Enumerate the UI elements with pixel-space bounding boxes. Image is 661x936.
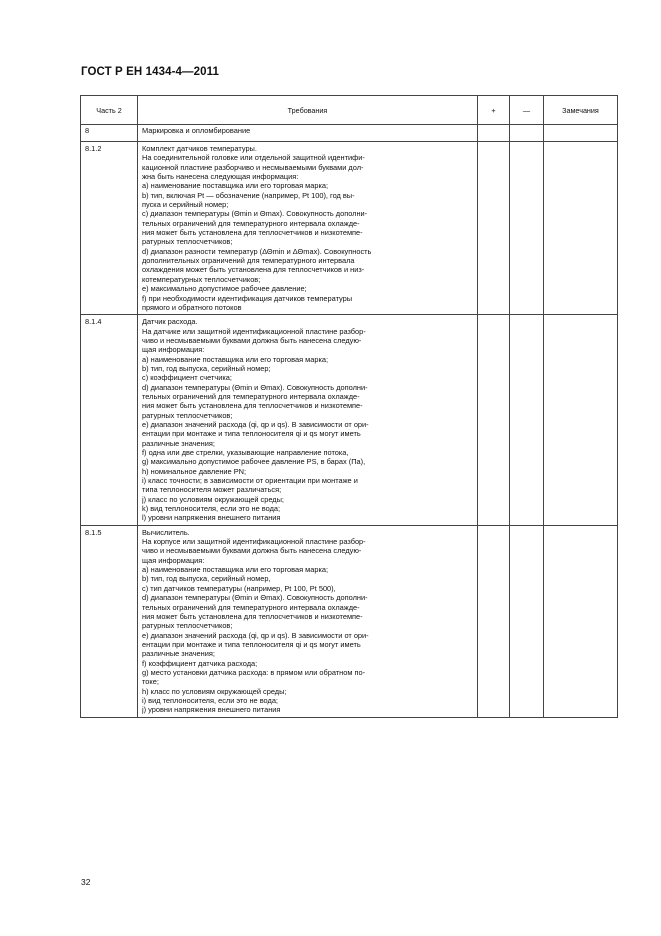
column-header-remarks: Замечания: [544, 96, 618, 125]
requirement-text-line: тельных ограничений для температурного интервала охлажде-: [142, 391, 360, 401]
requirement-text-line: b) тип, год выпуска, серийный номер,: [142, 574, 271, 584]
requirement-text-line: прямого и обратного потоков: [142, 302, 242, 312]
requirement-text-line: f) одна или две стрелки, указывающие направление потока,: [142, 448, 349, 457]
requirement-text-line: d) диапазон температуры (Θmin и Θmax). Совокупность дополни-: [142, 593, 368, 603]
requirement-text-line: дополнительных ограничений для температурного интервала: [142, 256, 355, 266]
requirement-text-line: На датчике или защитной идентификационной пластине разбор-: [142, 326, 366, 336]
table-row: [81, 142, 618, 315]
requirement-cell: [138, 125, 478, 142]
requirement-text-line: ентации при монтаже и типа теплоносителя qi и qs могут иметь: [142, 429, 361, 439]
page-number: 32: [81, 877, 91, 887]
requirement-text-line: щая информация:: [142, 555, 205, 565]
requirement-text-line: i) вид теплоносителя, если это не вода;: [142, 695, 278, 705]
requirement-text-line: h) класс по условиям окружающей среды;: [142, 686, 287, 696]
requirement-text-line: c) коэффициент счетчика;: [142, 373, 232, 383]
requirement-text-line: a) наименование поставщика или его торговая марка;: [142, 565, 329, 575]
table-body: [81, 125, 618, 718]
table-row: [81, 315, 618, 526]
requirement-text-line: d) диапазон температуры (Θmin и Θmax). Совокупность дополни-: [142, 382, 368, 392]
requirement-text-line: На корпусе или защитной идентификационной пластине разбор-: [142, 537, 366, 547]
requirement-cell: [138, 315, 478, 526]
clause-number-cell: 8.1.2: [81, 142, 138, 315]
requirement-cell: [138, 525, 478, 717]
requirement-cell: [138, 142, 478, 315]
column-header-part: Часть 2: [81, 96, 138, 125]
requirement-text-line: тельных ограничений для температурного интервала охлажде-: [142, 218, 360, 228]
remarks-cell: [544, 525, 618, 717]
requirement-text-line: e) диапазон значений расхода (qi, qp и qs). В зависимости от ори-: [142, 419, 369, 429]
requirement-text-line: h) номинальное давление PN;: [142, 466, 247, 476]
table-header-row: [81, 96, 618, 125]
remarks-cell: [544, 142, 618, 315]
document-title: ГОСТ Р ЕН 1434-4—2011: [81, 66, 219, 78]
requirement-text-line: e) диапазон значений расхода (qi, qp и qs). В зависимости от ори-: [142, 630, 369, 640]
minus-cell: [510, 525, 544, 717]
clause-number-cell: 8.1.4: [81, 315, 138, 526]
requirement-text-line: g) максимально допустимое рабочее давление PS, в барах (Па),: [142, 457, 366, 467]
requirement-text-line: k) вид теплоносителя, если это не вода;: [142, 504, 281, 514]
requirement-text-line: c) диапазон температуры (Θmin и Θmax). Совокупность дополни-: [142, 209, 368, 219]
minus-cell: [510, 142, 544, 315]
plus-cell: [478, 125, 510, 142]
requirement-text-line: c) тип датчиков температуры (например, Pt 100, Pt 500),: [142, 583, 336, 593]
requirement-text-line: l) уровни напряжения внешнего питания: [142, 513, 281, 523]
requirement-text-line: j) уровни напряжения внешнего питания: [142, 705, 281, 715]
requirement-text-line: типа теплоносителя может различаться;: [142, 485, 282, 495]
requirement-text-line: a) наименование поставщика или его торговая марка;: [142, 354, 329, 364]
requirement-text-line: токе;: [142, 677, 159, 687]
column-header-requirements: Требования: [138, 96, 478, 125]
column-header-plus: +: [478, 96, 510, 125]
requirement-text-line: ния может быть установлена для теплосчетчиков и низкотемпе-: [142, 228, 363, 238]
requirement-text-line: ния может быть установлена для теплосчетчиков и низкотемпе-: [142, 611, 363, 621]
requirement-text-line: охлаждения может быть установлена для теплосчетчиков и низ-: [142, 265, 365, 275]
requirement-text-line: различные значения;: [142, 438, 215, 448]
requirement-text-line: ратурных теплосчетчиков;: [142, 621, 233, 631]
remarks-cell: [544, 315, 618, 526]
requirement-text-line: i) класс точности; в зависимости от ориентации при монтаже и: [142, 476, 358, 486]
requirements-table: [80, 95, 618, 718]
requirement-text-line: ния может быть установлена для теплосчетчиков и низкотемпе-: [142, 401, 363, 411]
requirement-text-line: f) коэффициент датчика расхода;: [142, 658, 258, 668]
requirement-text-line: чиво и несмываемыми буквами должна быть нанесена следую-: [142, 546, 362, 556]
table-row: [81, 525, 618, 717]
requirement-text-line: ратурных теплосчетчиков;: [142, 237, 233, 247]
requirement-text-line: чиво и несмываемыми буквами должна быть нанесена следую-: [142, 335, 362, 345]
plus-cell: [478, 315, 510, 526]
requirement-text-line: Комплект датчиков температуры.: [142, 144, 257, 153]
requirement-text-line: тельных ограничений для температурного интервала охлажде-: [142, 602, 360, 612]
requirement-text-line: e) максимально допустимое рабочее давление;: [142, 284, 307, 294]
requirement-text-line: Маркировка и опломбирование: [142, 126, 251, 135]
requirement-text-line: На соединительной головке или отдельной защитной идентифи-: [142, 153, 365, 163]
requirement-text-line: ентации при монтаже и типа теплоносителя qi и qs могут иметь: [142, 639, 361, 649]
requirement-text-line: f) при необходимости идентификация датчиков температуры: [142, 293, 353, 303]
requirement-text-line: j) класс по условиям окружающей среды;: [142, 494, 284, 504]
requirement-text-line: b) тип, год выпуска, серийный номер;: [142, 363, 271, 373]
requirement-text-line: ратурных теплосчетчиков;: [142, 410, 233, 420]
table-row: [81, 125, 618, 142]
requirement-text-line: котемпературных теплосчетчиков;: [142, 274, 261, 284]
requirement-text-line: жна быть нанесена следующая информация:: [142, 172, 299, 182]
plus-cell: [478, 142, 510, 315]
plus-cell: [478, 525, 510, 717]
requirement-text-line: щая информация:: [142, 345, 205, 355]
requirement-text-line: d) диапазон разности температур (ΔΘmin и ΔΘmax). Совокупность: [142, 246, 372, 256]
minus-cell: [510, 315, 544, 526]
clause-number-cell: 8.1.5: [81, 525, 138, 717]
requirement-text-line: различные значения;: [142, 649, 215, 659]
requirement-text-line: b) тип, включая Pt — обозначение (например, Pt 100), год вы-: [142, 190, 355, 200]
requirement-text-line: пуска и серийный номер;: [142, 200, 229, 210]
requirement-text-line: кационной пластине разборчиво и несмываемыми буквами дол-: [142, 162, 364, 172]
remarks-cell: [544, 125, 618, 142]
minus-cell: [510, 125, 544, 142]
clause-number-cell: 8: [81, 125, 138, 142]
column-header-minus: —: [510, 96, 544, 125]
requirement-text-line: Датчик расхода.: [142, 317, 198, 327]
requirement-text-line: a) наименование поставщика или его торговая марка;: [142, 181, 329, 191]
requirement-text-line: Вычислитель.: [142, 527, 190, 537]
requirement-text-line: g) место установки датчика расхода: в прямом или обратном по-: [142, 667, 366, 677]
